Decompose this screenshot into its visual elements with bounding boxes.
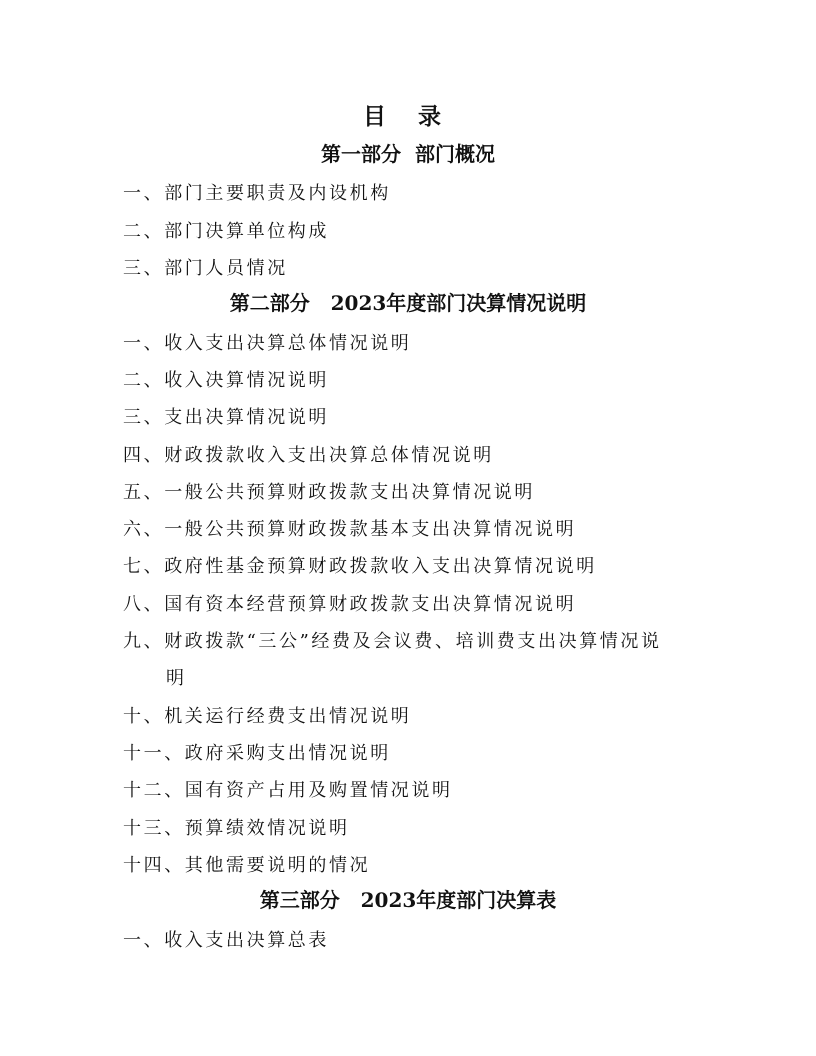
part3-heading: 第三部分 2023年度部门决算表 (259, 888, 557, 912)
part1-heading: 第一部分 部门概况 (321, 142, 495, 166)
part2-heading: 第二部分 2023年度部门决算情况说明 (229, 291, 587, 315)
toc-item: 十三、预算绩效情况说明 (123, 818, 350, 839)
toc-item: 十四、其他需要说明的情况 (123, 855, 371, 876)
toc-title: 目 录 (362, 103, 453, 130)
toc-item: 九、财政拨款“三公”经费及会议费、培训费支出决算情况说 (123, 631, 662, 652)
toc-item: 一、部门主要职责及内设机构 (123, 183, 391, 204)
toc-item: 四、财政拨款收入支出决算总体情况说明 (123, 445, 494, 466)
toc-item: 八、国有资本经营预算财政拨款支出决算情况说明 (123, 594, 577, 615)
toc-item: 十二、国有资产占用及购置情况说明 (123, 780, 453, 801)
toc-item: 一、收入支出决算总体情况说明 (123, 333, 412, 354)
toc-item: 五、一般公共预算财政拨款支出决算情况说明 (123, 482, 535, 503)
toc-item: 三、支出决算情况说明 (123, 407, 329, 428)
toc-item: 二、部门决算单位构成 (123, 221, 329, 242)
toc-item: 十、机关运行经费支出情况说明 (123, 706, 412, 727)
toc-item-continuation: 明 (166, 668, 187, 689)
toc-item: 十一、政府采购支出情况说明 (123, 743, 391, 764)
toc-item: 六、一般公共预算财政拨款基本支出决算情况说明 (123, 519, 577, 540)
toc-item: 二、收入决算情况说明 (123, 370, 329, 391)
toc-item: 一、收入支出决算总表 (123, 930, 329, 951)
toc-item: 三、部门人员情况 (123, 258, 288, 279)
toc-item: 七、政府性基金预算财政拨款收入支出决算情况说明 (123, 556, 597, 577)
